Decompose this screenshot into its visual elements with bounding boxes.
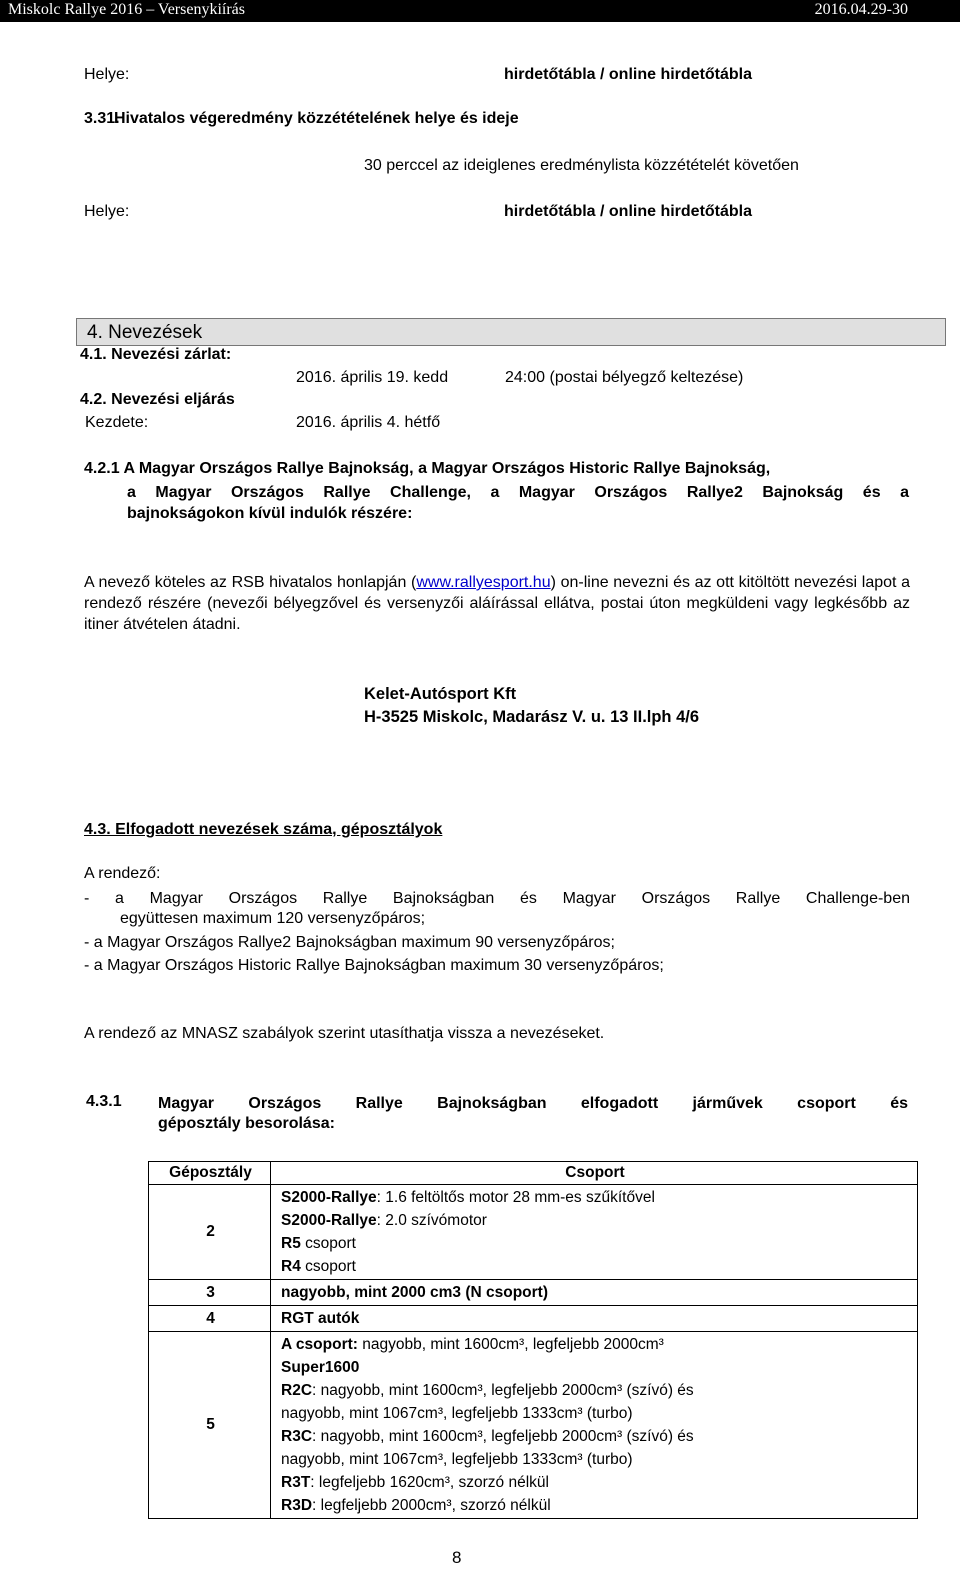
company-name: Kelet-Autósport Kft (364, 685, 517, 703)
place-value: hirdetőtábla / online hirdetőtábla (504, 66, 753, 83)
group-line: R3D: legfeljebb 2000cm³, szorzó nélkül (281, 1497, 551, 1514)
rule-text: A rendező az MNASZ szabályok szerint utasíthatja vissza a nevezéseket. (84, 1025, 605, 1042)
list-item: - a Magyar Országos Rallye Bajnokságban és Magyar Országos Rallye Challenge-ben (84, 890, 910, 907)
group-description (271, 1280, 918, 1306)
table-header-row (149, 1162, 918, 1185)
entry-instructions: A nevező köteles az RSB hivatalos honlapján (www.rallyesport.hu) on-line nevezni és az ott kitöltött nevezési lapot a rendező részére (nevezői bélyegzővel és versenyzői aláírással ellátva, postai úton megküldeni vagy legkésőbb az itiner átvételen átadni. (84, 574, 911, 633)
paragraph-heading: bajnokságokon kívül indulók részére: (127, 505, 413, 522)
group-line: R4 csoport (281, 1258, 356, 1275)
table-row (149, 1306, 918, 1332)
group-description (271, 1185, 918, 1280)
group-line: nagyobb, mint 2000 cm3 (N csoport) (281, 1284, 548, 1301)
section-number: 4.3.1 (86, 1093, 122, 1110)
column-header: Géposztály (149, 1162, 271, 1185)
class-table (148, 1161, 918, 1519)
table-row (149, 1332, 918, 1519)
subsection-title: 4.2. Nevezési eljárás (80, 391, 235, 408)
group-line: nagyobb, mint 1067cm³, legfeljebb 1333cm³ (turbo) (281, 1405, 633, 1422)
place-value: hirdetőtábla / online hirdetőtábla (504, 203, 753, 220)
list-item: - a Magyar Országos Historic Rallye Bajnokságban maximum 30 versenyzőpáros; (84, 957, 664, 974)
rallyesport-link[interactable]: www.rallyesport.hu (416, 574, 551, 591)
deadline-date: 2016. április 19. kedd (296, 369, 449, 386)
group-description (271, 1306, 918, 1332)
subsection-title: 4.1. Nevezési zárlat: (80, 346, 232, 363)
group-line: R3T: legfeljebb 1620cm³, szorzó nélkül (281, 1474, 549, 1491)
column-header: Csoport (271, 1162, 918, 1185)
company-address: H-3525 Miskolc, Madarász V. u. 13 II.lph 4/6 (364, 708, 700, 726)
table-row (149, 1185, 918, 1280)
group-description (271, 1332, 918, 1519)
header-date: 2016.04.29-30 (814, 1, 908, 18)
page-number: 8 (452, 1548, 462, 1567)
group-line: R2C: nagyobb, mint 1600cm³, legfeljebb 2000cm³ (szívó) és (281, 1382, 694, 1399)
time-value: 30 perccel az ideiglenes eredménylista közzétételét követően (364, 157, 799, 174)
group-line: nagyobb, mint 1067cm³, legfeljebb 1333cm³ (turbo) (281, 1451, 633, 1468)
group-line: R3C: nagyobb, mint 1600cm³, legfeljebb 2000cm³ (szívó) és (281, 1428, 694, 1445)
group-line: RGT autók (281, 1310, 360, 1327)
table-row (149, 1280, 918, 1306)
section-title: Magyar Országos Rallye Bajnokságban elfogadott járművek csoport és (158, 1095, 908, 1112)
class-number: 5 (149, 1332, 271, 1519)
header-title: Miskolc Rallye 2016 – Versenykiírás (8, 1, 246, 18)
subsection-title: 4.3. Elfogadott nevezések száma, géposztályok (84, 821, 443, 838)
group-line: S2000-Rallye: 2.0 szívómotor (281, 1212, 487, 1229)
class-number: 2 (149, 1185, 271, 1280)
organizer-label: A rendező: (84, 865, 161, 882)
section-heading-bar (76, 318, 946, 346)
start-label: Kezdete: (85, 414, 149, 431)
class-number: 3 (149, 1280, 271, 1306)
deadline-time: 24:00 (postai bélyegző keltezése) (505, 369, 744, 386)
list-item-cont: együttesen maximum 120 versenyzőpáros; (120, 910, 426, 927)
group-line: R5 csoport (281, 1235, 356, 1252)
group-line: S2000-Rallye: 1.6 feltöltős motor 28 mm-es szűkítővel (281, 1189, 655, 1206)
paragraph-heading: a Magyar Országos Rallye Challenge, a Magyar Országos Rallye2 Bajnokság és a (127, 484, 909, 501)
list-item: - a Magyar Országos Rallye2 Bajnokságban maximum 90 versenyzőpáros; (84, 934, 615, 951)
place-label: Helye: (84, 66, 130, 83)
section-title: Hivatalos végeredmény közzétételének helye és ideje (114, 110, 519, 127)
page-header (0, 0, 960, 22)
start-value: 2016. április 4. hétfő (296, 414, 441, 431)
group-line: A csoport: nagyobb, mint 1600cm³, legfeljebb 2000cm³ (281, 1336, 664, 1353)
section-heading: 4. Nevezések (87, 322, 203, 343)
place-label: Helye: (84, 203, 130, 220)
paragraph-heading: 4.2.1 A Magyar Országos Rallye Bajnokság, a Magyar Országos Historic Rallye Bajnokság, (84, 460, 771, 477)
group-line: Super1600 (281, 1359, 360, 1376)
section-title: géposztály besorolása: (158, 1115, 335, 1132)
section-number: 3.31. (84, 110, 120, 127)
class-number: 4 (149, 1306, 271, 1332)
